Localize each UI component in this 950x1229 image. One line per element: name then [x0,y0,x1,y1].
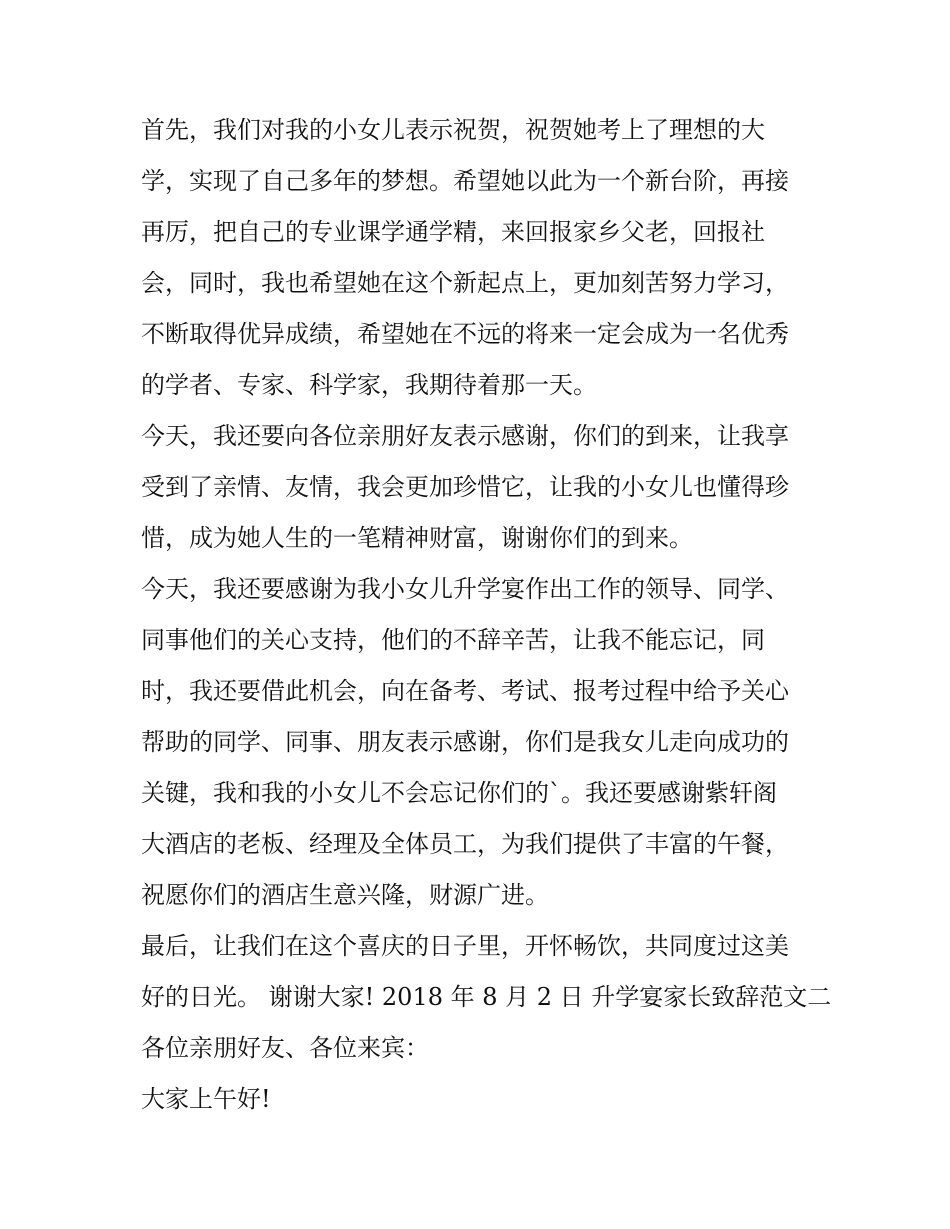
text-line: 祝愿你们的酒店生意兴隆，财源广进。 [141,881,549,909]
text-line: 大酒店的老板、经理及全体员工，为我们提供了丰富的午餐， [141,830,789,858]
text-line: 今天，我还要感谢为我小女儿升学宴作出工作的领导、同学、 [141,575,789,603]
text-line: 会，同时，我也希望她在这个新起点上，更加刻苦努力学习， [141,269,789,297]
text-line: 大家上午好! [141,1085,271,1113]
text-line: 学，实现了自己多年的梦想。希望她以此为一个新台阶，再接 [141,167,789,195]
text-line: 好的日光。 谢谢大家! 2018 年 8 月 2 日 升学宴家长致辞范文二 [141,983,832,1011]
text-line: 受到了亲情、友情，我会更加珍惜它，让我的小女儿也懂得珍 [141,473,789,501]
text-line: 各位亲朋好友、各位来宾： [141,1034,429,1062]
text-line: 今天，我还要向各位亲朋好友表示感谢，你们的到来，让我享 [141,422,789,450]
text-line: 首先，我们对我的小女儿表示祝贺，祝贺她考上了理想的大 [141,116,765,144]
text-line: 最后，让我们在这个喜庆的日子里，开怀畅饮，共同度过这美 [141,932,789,960]
document-body [141,105,832,1125]
text-line: 不断取得优异成绩，希望她在不远的将来一定会成为一名优秀 [141,320,789,348]
text-line: 惜，成为她人生的一笔精神财富，谢谢你们的到来。 [141,524,693,552]
text-line: 再厉，把自己的专业课学通学精，来回报家乡父老，回报社 [141,218,765,246]
text-line: 同事他们的关心支持，他们的不辞辛苦，让我不能忘记，同 [141,626,765,654]
text-line: 关键，我和我的小女儿不会忘记你们的`。我还要感谢紫轩阁 [141,779,777,807]
text-line: 的学者、专家、科学家，我期待着那一天。 [141,371,597,399]
text-line: 帮助的同学、同事、朋友表示感谢，你们是我女儿走向成功的 [141,728,789,756]
text-line: 时，我还要借此机会，向在备考、考试、报考过程中给予关心 [141,677,789,705]
